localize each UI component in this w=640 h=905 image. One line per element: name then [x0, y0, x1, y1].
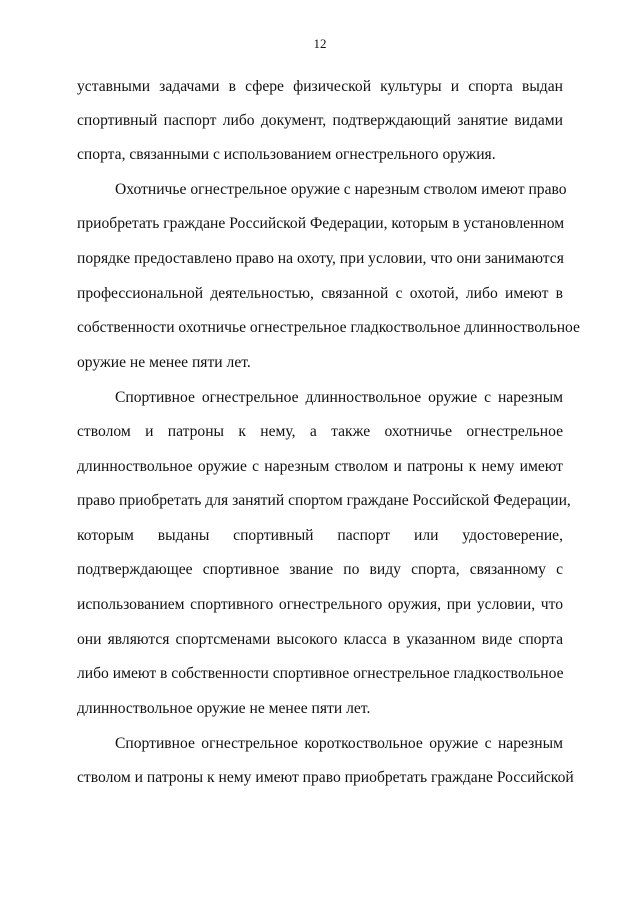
text-line: Спортивное огнестрельное длинноствольное оружие с нарезным: [115, 389, 563, 406]
text-line: оружие не менее пяти лет.: [77, 354, 251, 371]
text-line: длинноствольное оружие не менее пяти лет.: [77, 700, 371, 717]
text-line: уставными задачами в сфере физической культуры и спорта выдан: [77, 78, 563, 95]
text-line: подтверждающее спортивное звание по виду спорта, связанному с: [77, 561, 563, 578]
text-line: приобретать граждане Российской Федерации, которым в установленном: [77, 215, 565, 232]
text-line: они являются спортсменами высокого класса в указанном виде спорта: [77, 631, 563, 648]
text-line: порядке предоставлено право на охоту, при условии, что они занимаются: [77, 250, 564, 267]
text-line: либо имеют в собственности спортивное огнестрельное гладкоствольное: [77, 665, 564, 682]
text-line: право приобретать для занятий спортом граждане Российской Федерации,: [77, 492, 571, 509]
text-line: спорта, связанными с использованием огнестрельного оружия.: [77, 146, 496, 163]
text-line: профессиональной деятельностью, связанной с охотой, либо имеют в: [77, 285, 563, 302]
text-line: стволом и патроны к нему, а также охотничье огнестрельное: [77, 423, 563, 440]
text-line: стволом и патроны к нему имеют право приобретать граждане Российской: [77, 769, 574, 786]
page-number: 12: [313, 36, 327, 51]
text-line: Спортивное огнестрельное короткоствольное оружие с нарезным: [115, 735, 563, 752]
text-line: спортивный паспорт либо документ, подтверждающий занятие видами: [77, 112, 563, 129]
text-line: использованием спортивного огнестрельного оружия, при условии, что: [77, 596, 563, 613]
text-line: собственности охотничье огнестрельное гладкоствольное длинноствольное: [77, 319, 580, 336]
text-line: Охотничье огнестрельное оружие с нарезным стволом имеют право: [115, 181, 567, 198]
text-line: длинноствольное оружие с нарезным стволом и патроны к нему имеют: [77, 458, 563, 475]
text-line: которым выданы спортивный паспорт или удостоверение,: [77, 527, 563, 544]
